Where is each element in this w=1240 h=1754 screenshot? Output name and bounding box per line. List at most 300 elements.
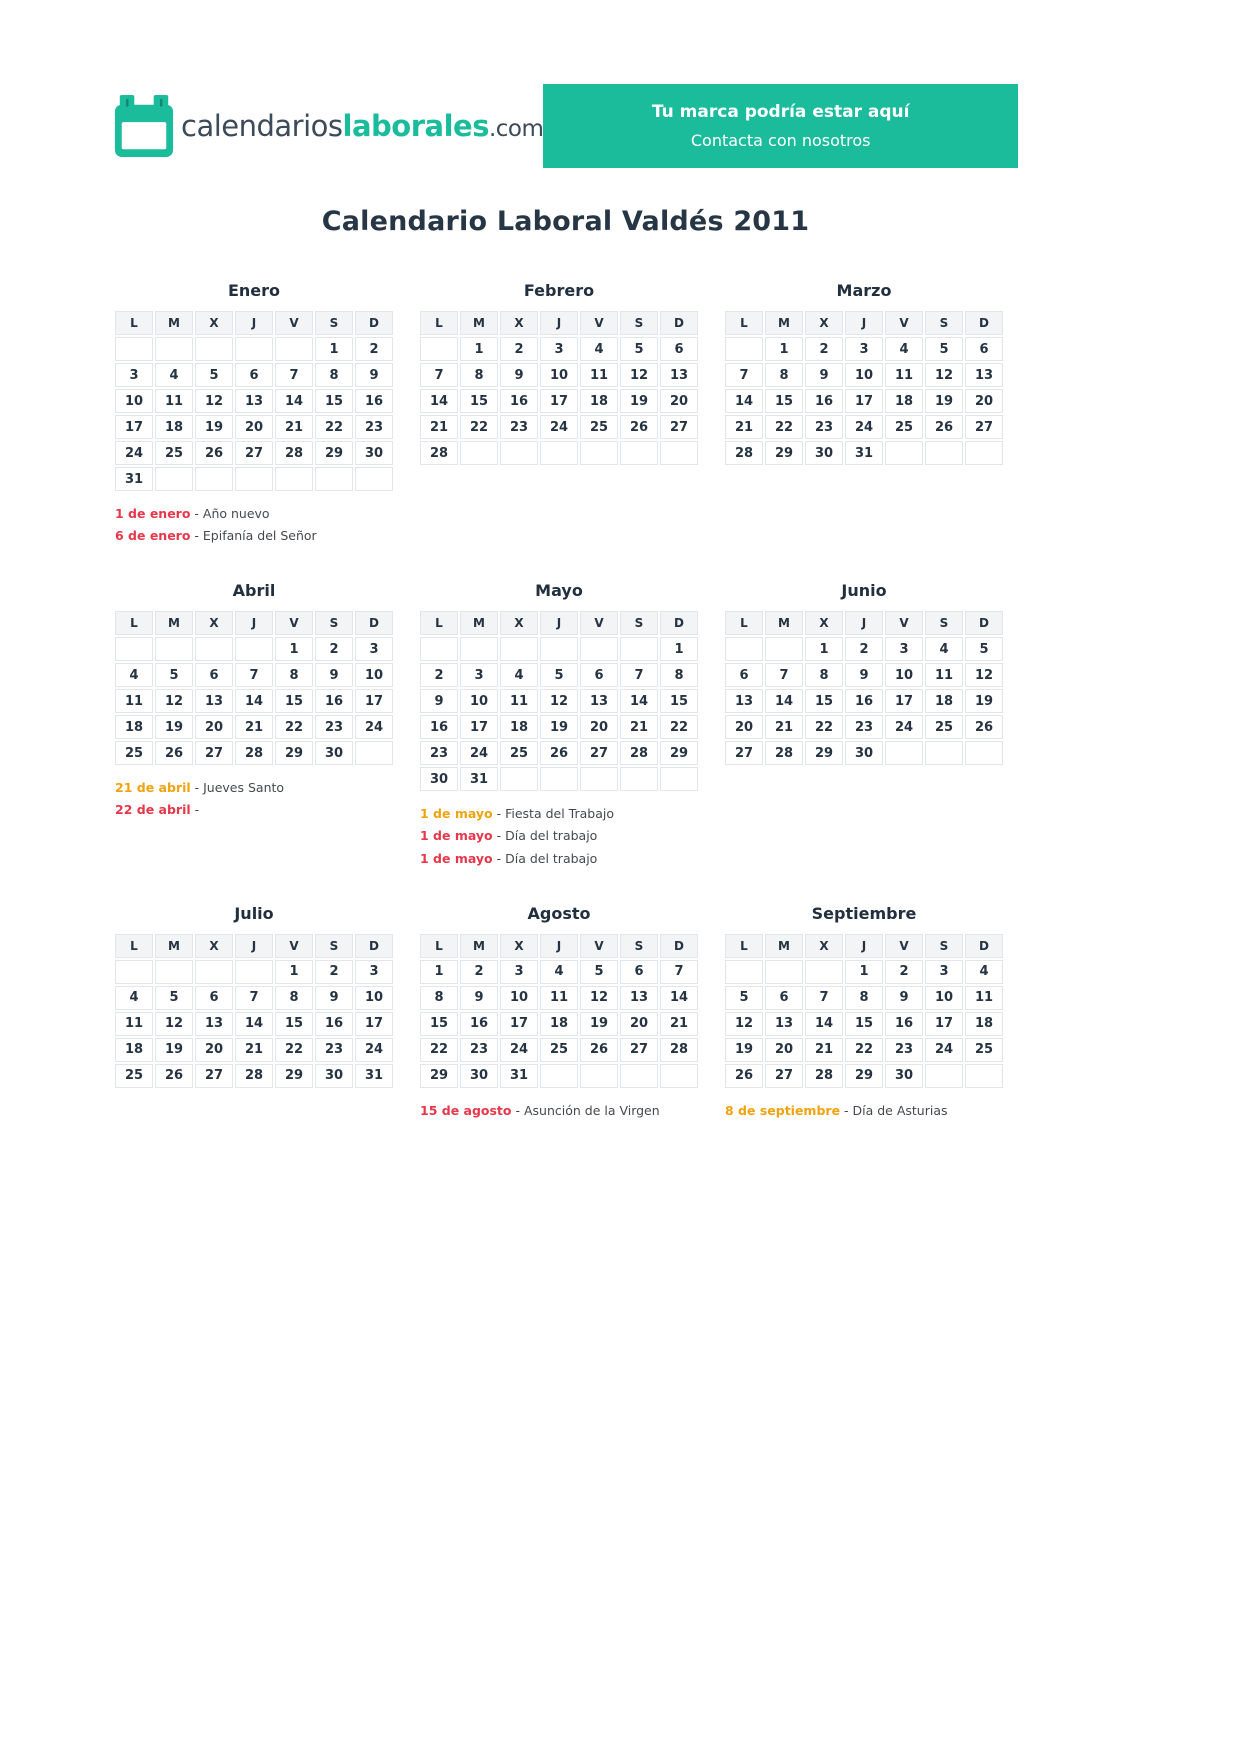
day-cell-enero-26: 26	[195, 441, 233, 465]
calendar-table-agosto	[418, 932, 700, 1090]
day-cell-marzo-26: 26	[925, 415, 963, 439]
day-header-j: J	[845, 311, 883, 335]
day-header-d: D	[355, 934, 393, 958]
day-cell-empty	[540, 767, 578, 791]
day-cell-agosto-21: 21	[660, 1012, 698, 1036]
day-header-d: D	[660, 311, 698, 335]
day-cell-agosto-23: 23	[460, 1038, 498, 1062]
day-header-l: L	[115, 311, 153, 335]
day-header-j: J	[235, 934, 273, 958]
day-cell-febrero-16: 16	[500, 389, 538, 413]
day-cell-empty	[885, 441, 923, 465]
calendar-logo-icon	[113, 93, 175, 159]
day-cell-mayo-21: 21	[620, 715, 658, 739]
day-cell-junio-16: 16	[845, 689, 883, 713]
day-header-l: L	[420, 934, 458, 958]
day-cell-junio-1: 1	[805, 637, 843, 661]
day-cell-septiembre-20: 20	[765, 1038, 803, 1062]
day-cell-junio-6: 6	[725, 663, 763, 687]
day-cell-mayo-16: 16	[420, 715, 458, 739]
day-cell-agosto-18: 18	[540, 1012, 578, 1036]
logo-text	[181, 109, 543, 143]
day-cell-marzo-1: 1	[765, 337, 803, 361]
day-cell-junio-4: 4	[925, 637, 963, 661]
day-cell-mayo-12: 12	[540, 689, 578, 713]
day-header-x: X	[195, 611, 233, 635]
day-header-x: X	[805, 611, 843, 635]
calendar-table-mayo	[418, 609, 700, 793]
day-cell-septiembre-22: 22	[845, 1038, 883, 1062]
day-cell-empty	[460, 637, 498, 661]
day-cell-junio-14: 14	[765, 689, 803, 713]
day-cell-febrero-20: 20	[660, 389, 698, 413]
day-cell-mayo-22: 22	[660, 715, 698, 739]
day-cell-marzo-15: 15	[765, 389, 803, 413]
day-cell-empty	[620, 441, 658, 465]
day-cell-abril-14: 14	[235, 689, 273, 713]
day-cell-julio-2: 2	[315, 960, 353, 984]
day-cell-abril-2: 2	[315, 637, 353, 661]
day-cell-marzo-23: 23	[805, 415, 843, 439]
day-cell-agosto-13: 13	[620, 986, 658, 1010]
holiday-note-desc: -	[190, 802, 200, 818]
day-cell-mayo-29: 29	[660, 741, 698, 765]
holiday-note	[725, 1102, 1005, 1120]
day-cell-empty	[420, 337, 458, 361]
day-header-v: V	[885, 611, 923, 635]
day-header-x: X	[805, 934, 843, 958]
day-cell-mayo-26: 26	[540, 741, 578, 765]
day-cell-febrero-6: 6	[660, 337, 698, 361]
day-cell-julio-4: 4	[115, 986, 153, 1010]
day-cell-abril-6: 6	[195, 663, 233, 687]
day-cell-julio-26: 26	[155, 1064, 193, 1088]
holiday-note-date: 22 de abril	[115, 802, 191, 818]
day-cell-enero-9: 9	[355, 363, 393, 387]
day-cell-marzo-29: 29	[765, 441, 803, 465]
day-cell-febrero-14: 14	[420, 389, 458, 413]
day-cell-empty	[500, 637, 538, 661]
holiday-note-desc: - Fiesta del Trabajo	[492, 806, 614, 822]
day-cell-abril-29: 29	[275, 741, 313, 765]
day-cell-junio-10: 10	[885, 663, 923, 687]
day-cell-julio-14: 14	[235, 1012, 273, 1036]
day-cell-febrero-10: 10	[540, 363, 578, 387]
day-cell-empty	[580, 441, 618, 465]
day-cell-marzo-7: 7	[725, 363, 763, 387]
day-cell-mayo-23: 23	[420, 741, 458, 765]
day-cell-marzo-10: 10	[845, 363, 883, 387]
day-cell-septiembre-15: 15	[845, 1012, 883, 1036]
day-cell-agosto-22: 22	[420, 1038, 458, 1062]
day-cell-agosto-14: 14	[660, 986, 698, 1010]
day-cell-empty	[580, 1064, 618, 1088]
day-cell-enero-30: 30	[355, 441, 393, 465]
day-cell-junio-5: 5	[965, 637, 1003, 661]
day-header-l: L	[420, 611, 458, 635]
day-cell-junio-18: 18	[925, 689, 963, 713]
day-cell-julio-13: 13	[195, 1012, 233, 1036]
day-cell-enero-4: 4	[155, 363, 193, 387]
day-cell-mayo-3: 3	[460, 663, 498, 687]
day-cell-septiembre-14: 14	[805, 1012, 843, 1036]
day-cell-agosto-28: 28	[660, 1038, 698, 1062]
day-cell-agosto-1: 1	[420, 960, 458, 984]
day-cell-agosto-8: 8	[420, 986, 458, 1010]
day-cell-junio-3: 3	[885, 637, 923, 661]
page-header	[113, 84, 1018, 168]
day-cell-julio-27: 27	[195, 1064, 233, 1088]
day-cell-septiembre-10: 10	[925, 986, 963, 1010]
day-cell-marzo-14: 14	[725, 389, 763, 413]
calendar-table-marzo	[723, 309, 1005, 467]
day-cell-septiembre-9: 9	[885, 986, 923, 1010]
day-cell-enero-10: 10	[115, 389, 153, 413]
day-cell-empty	[275, 337, 313, 361]
day-cell-julio-22: 22	[275, 1038, 313, 1062]
day-cell-abril-13: 13	[195, 689, 233, 713]
day-cell-febrero-17: 17	[540, 389, 578, 413]
day-header-j: J	[845, 611, 883, 635]
day-cell-agosto-25: 25	[540, 1038, 578, 1062]
day-cell-enero-16: 16	[355, 389, 393, 413]
day-cell-abril-9: 9	[315, 663, 353, 687]
day-cell-mayo-20: 20	[580, 715, 618, 739]
day-cell-mayo-17: 17	[460, 715, 498, 739]
logo-text-calendarios: calendarios	[181, 109, 343, 143]
day-header-l: L	[725, 311, 763, 335]
day-header-d: D	[660, 611, 698, 635]
day-cell-enero-21: 21	[275, 415, 313, 439]
day-cell-mayo-6: 6	[580, 663, 618, 687]
day-header-v: V	[885, 934, 923, 958]
day-cell-julio-23: 23	[315, 1038, 353, 1062]
calendar-table-junio	[723, 609, 1005, 767]
day-cell-mayo-11: 11	[500, 689, 538, 713]
day-cell-agosto-4: 4	[540, 960, 578, 984]
day-header-v: V	[885, 311, 923, 335]
day-header-d: D	[660, 934, 698, 958]
day-header-d: D	[965, 611, 1003, 635]
day-cell-febrero-1: 1	[460, 337, 498, 361]
page-title: Calendario Laboral Valdés 2011	[321, 206, 810, 237]
holiday-note	[115, 779, 395, 797]
day-header-s: S	[925, 611, 963, 635]
day-cell-junio-7: 7	[765, 663, 803, 687]
day-cell-julio-19: 19	[155, 1038, 193, 1062]
day-cell-julio-1: 1	[275, 960, 313, 984]
day-cell-septiembre-6: 6	[765, 986, 803, 1010]
day-header-l: L	[725, 934, 763, 958]
day-cell-abril-7: 7	[235, 663, 273, 687]
day-cell-septiembre-11: 11	[965, 986, 1003, 1010]
month-title-mayo: Mayo	[535, 581, 583, 601]
day-cell-empty	[885, 741, 923, 765]
day-cell-empty	[540, 441, 578, 465]
day-cell-julio-31: 31	[355, 1064, 393, 1088]
day-header-d: D	[965, 934, 1003, 958]
day-cell-junio-26: 26	[965, 715, 1003, 739]
day-cell-julio-10: 10	[355, 986, 393, 1010]
day-cell-marzo-13: 13	[965, 363, 1003, 387]
day-cell-enero-1: 1	[315, 337, 353, 361]
day-cell-enero-27: 27	[235, 441, 273, 465]
day-header-m: M	[155, 934, 193, 958]
day-cell-septiembre-17: 17	[925, 1012, 963, 1036]
holiday-note-desc: - Día de Asturias	[840, 1102, 948, 1118]
day-cell-mayo-8: 8	[660, 663, 698, 687]
day-cell-abril-12: 12	[155, 689, 193, 713]
day-cell-mayo-13: 13	[580, 689, 618, 713]
day-cell-agosto-16: 16	[460, 1012, 498, 1036]
day-cell-septiembre-19: 19	[725, 1038, 763, 1062]
holiday-note-desc: - Epifanía del Señor	[190, 528, 317, 544]
day-cell-marzo-2: 2	[805, 337, 843, 361]
day-cell-mayo-24: 24	[460, 741, 498, 765]
day-cell-febrero-2: 2	[500, 337, 538, 361]
day-header-d: D	[355, 311, 393, 335]
day-cell-julio-6: 6	[195, 986, 233, 1010]
day-cell-julio-25: 25	[115, 1064, 153, 1088]
day-cell-empty	[620, 767, 658, 791]
day-cell-febrero-4: 4	[580, 337, 618, 361]
day-cell-empty	[195, 337, 233, 361]
day-cell-mayo-15: 15	[660, 689, 698, 713]
day-header-j: J	[235, 611, 273, 635]
holiday-note-date: 15 de agosto	[420, 1102, 512, 1118]
day-cell-empty	[660, 767, 698, 791]
day-cell-julio-28: 28	[235, 1064, 273, 1088]
day-cell-marzo-20: 20	[965, 389, 1003, 413]
day-cell-marzo-19: 19	[925, 389, 963, 413]
day-cell-empty	[965, 741, 1003, 765]
holiday-note	[420, 850, 700, 868]
day-cell-septiembre-13: 13	[765, 1012, 803, 1036]
day-cell-septiembre-30: 30	[885, 1064, 923, 1088]
day-cell-febrero-5: 5	[620, 337, 658, 361]
day-cell-enero-28: 28	[275, 441, 313, 465]
day-cell-julio-5: 5	[155, 986, 193, 1010]
calendar-table-abril	[113, 609, 395, 767]
ad-banner-headline: Tu marca podría estar aquí	[651, 102, 910, 122]
day-cell-abril-22: 22	[275, 715, 313, 739]
day-header-s: S	[620, 934, 658, 958]
day-cell-febrero-11: 11	[580, 363, 618, 387]
day-cell-agosto-31: 31	[500, 1064, 538, 1088]
day-cell-agosto-29: 29	[420, 1064, 458, 1088]
day-header-j: J	[235, 311, 273, 335]
day-cell-enero-15: 15	[315, 389, 353, 413]
day-cell-marzo-17: 17	[845, 389, 883, 413]
day-cell-enero-11: 11	[155, 389, 193, 413]
day-cell-mayo-7: 7	[620, 663, 658, 687]
holiday-note-date: 1 de enero	[115, 506, 191, 521]
day-cell-agosto-2: 2	[460, 960, 498, 984]
day-header-v: V	[275, 611, 313, 635]
day-cell-marzo-27: 27	[965, 415, 1003, 439]
day-cell-abril-5: 5	[155, 663, 193, 687]
day-cell-abril-23: 23	[315, 715, 353, 739]
holiday-note	[420, 827, 700, 845]
day-cell-marzo-21: 21	[725, 415, 763, 439]
day-header-x: X	[195, 311, 233, 335]
day-cell-enero-19: 19	[195, 415, 233, 439]
ad-banner-contact-link[interactable]: Contacta con nosotros	[690, 131, 871, 150]
day-cell-marzo-5: 5	[925, 337, 963, 361]
day-cell-marzo-25: 25	[885, 415, 923, 439]
day-cell-enero-5: 5	[195, 363, 233, 387]
day-cell-enero-18: 18	[155, 415, 193, 439]
day-cell-empty	[235, 467, 273, 491]
day-cell-septiembre-28: 28	[805, 1064, 843, 1088]
month-junio	[723, 581, 1005, 767]
month-septiembre	[723, 904, 1005, 1124]
holiday-note-desc: - Jueves Santo	[190, 780, 285, 796]
day-cell-agosto-10: 10	[500, 986, 538, 1010]
calendar-table-febrero	[418, 309, 700, 467]
day-cell-agosto-11: 11	[540, 986, 578, 1010]
day-cell-enero-6: 6	[235, 363, 273, 387]
day-cell-junio-21: 21	[765, 715, 803, 739]
day-cell-abril-8: 8	[275, 663, 313, 687]
day-cell-enero-20: 20	[235, 415, 273, 439]
day-cell-junio-23: 23	[845, 715, 883, 739]
day-cell-empty	[115, 637, 153, 661]
day-cell-marzo-18: 18	[885, 389, 923, 413]
holiday-note	[115, 505, 395, 523]
site-logo[interactable]	[113, 93, 543, 159]
day-cell-enero-17: 17	[115, 415, 153, 439]
holiday-notes-septiembre	[723, 1102, 1005, 1120]
months-grid	[113, 281, 1018, 1124]
day-cell-enero-24: 24	[115, 441, 153, 465]
day-header-d: D	[965, 311, 1003, 335]
day-cell-empty	[195, 467, 233, 491]
day-header-x: X	[500, 611, 538, 635]
day-cell-enero-14: 14	[275, 389, 313, 413]
day-cell-agosto-26: 26	[580, 1038, 618, 1062]
day-cell-junio-15: 15	[805, 689, 843, 713]
day-cell-febrero-18: 18	[580, 389, 618, 413]
month-agosto	[418, 904, 700, 1124]
day-cell-marzo-8: 8	[765, 363, 803, 387]
day-cell-enero-3: 3	[115, 363, 153, 387]
day-cell-julio-18: 18	[115, 1038, 153, 1062]
month-title-marzo: Marzo	[836, 281, 892, 300]
day-cell-julio-9: 9	[315, 986, 353, 1010]
day-header-s: S	[315, 611, 353, 635]
day-cell-julio-21: 21	[235, 1038, 273, 1062]
day-cell-septiembre-8: 8	[845, 986, 883, 1010]
day-header-s: S	[925, 934, 963, 958]
day-cell-junio-12: 12	[965, 663, 1003, 687]
day-cell-abril-19: 19	[155, 715, 193, 739]
day-cell-septiembre-21: 21	[805, 1038, 843, 1062]
day-cell-agosto-7: 7	[660, 960, 698, 984]
day-cell-empty	[195, 637, 233, 661]
day-cell-mayo-1: 1	[660, 637, 698, 661]
day-cell-empty	[155, 337, 193, 361]
day-cell-julio-16: 16	[315, 1012, 353, 1036]
day-cell-empty	[115, 960, 153, 984]
holiday-notes-enero	[113, 505, 395, 545]
day-header-m: M	[460, 934, 498, 958]
logo-text-laborales: laborales	[342, 109, 489, 143]
day-header-s: S	[315, 311, 353, 335]
day-cell-empty	[155, 960, 193, 984]
day-header-x: X	[805, 311, 843, 335]
day-cell-empty	[235, 637, 273, 661]
day-cell-empty	[765, 637, 803, 661]
day-cell-enero-22: 22	[315, 415, 353, 439]
day-cell-empty	[355, 467, 393, 491]
day-cell-mayo-31: 31	[460, 767, 498, 791]
day-cell-febrero-13: 13	[660, 363, 698, 387]
day-cell-abril-24: 24	[355, 715, 393, 739]
day-cell-junio-2: 2	[845, 637, 883, 661]
day-cell-mayo-28: 28	[620, 741, 658, 765]
month-title-agosto: Agosto	[527, 903, 591, 923]
day-cell-julio-20: 20	[195, 1038, 233, 1062]
day-cell-junio-30: 30	[845, 741, 883, 765]
month-title-septiembre: Septiembre	[811, 903, 917, 923]
day-header-x: X	[195, 934, 233, 958]
day-cell-febrero-26: 26	[620, 415, 658, 439]
day-cell-agosto-15: 15	[420, 1012, 458, 1036]
day-cell-febrero-7: 7	[420, 363, 458, 387]
day-cell-empty	[765, 960, 803, 984]
day-cell-marzo-12: 12	[925, 363, 963, 387]
holiday-note	[115, 527, 395, 545]
day-cell-enero-8: 8	[315, 363, 353, 387]
day-cell-mayo-2: 2	[420, 663, 458, 687]
day-cell-agosto-17: 17	[500, 1012, 538, 1036]
day-header-l: L	[420, 311, 458, 335]
day-cell-junio-27: 27	[725, 741, 763, 765]
day-cell-enero-12: 12	[195, 389, 233, 413]
day-cell-empty	[725, 960, 763, 984]
day-cell-abril-1: 1	[275, 637, 313, 661]
ad-banner[interactable]	[543, 84, 1018, 168]
day-cell-empty	[315, 467, 353, 491]
day-cell-marzo-16: 16	[805, 389, 843, 413]
day-cell-junio-24: 24	[885, 715, 923, 739]
day-cell-empty	[580, 767, 618, 791]
holiday-note-date: 6 de enero	[115, 528, 191, 544]
day-cell-empty	[235, 337, 273, 361]
day-cell-junio-13: 13	[725, 689, 763, 713]
day-cell-septiembre-29: 29	[845, 1064, 883, 1088]
month-title-julio: Julio	[234, 903, 274, 923]
day-cell-abril-28: 28	[235, 741, 273, 765]
day-cell-marzo-30: 30	[805, 441, 843, 465]
day-cell-febrero-25: 25	[580, 415, 618, 439]
day-cell-septiembre-16: 16	[885, 1012, 923, 1036]
day-cell-agosto-3: 3	[500, 960, 538, 984]
day-cell-septiembre-2: 2	[885, 960, 923, 984]
day-cell-agosto-5: 5	[580, 960, 618, 984]
month-enero	[113, 281, 395, 549]
day-cell-empty	[580, 637, 618, 661]
day-cell-septiembre-4: 4	[965, 960, 1003, 984]
calendar-table-enero	[113, 309, 395, 493]
day-cell-julio-7: 7	[235, 986, 273, 1010]
day-cell-junio-9: 9	[845, 663, 883, 687]
day-cell-mayo-9: 9	[420, 689, 458, 713]
holiday-notes-agosto	[418, 1102, 700, 1120]
day-header-s: S	[620, 311, 658, 335]
day-cell-abril-26: 26	[155, 741, 193, 765]
